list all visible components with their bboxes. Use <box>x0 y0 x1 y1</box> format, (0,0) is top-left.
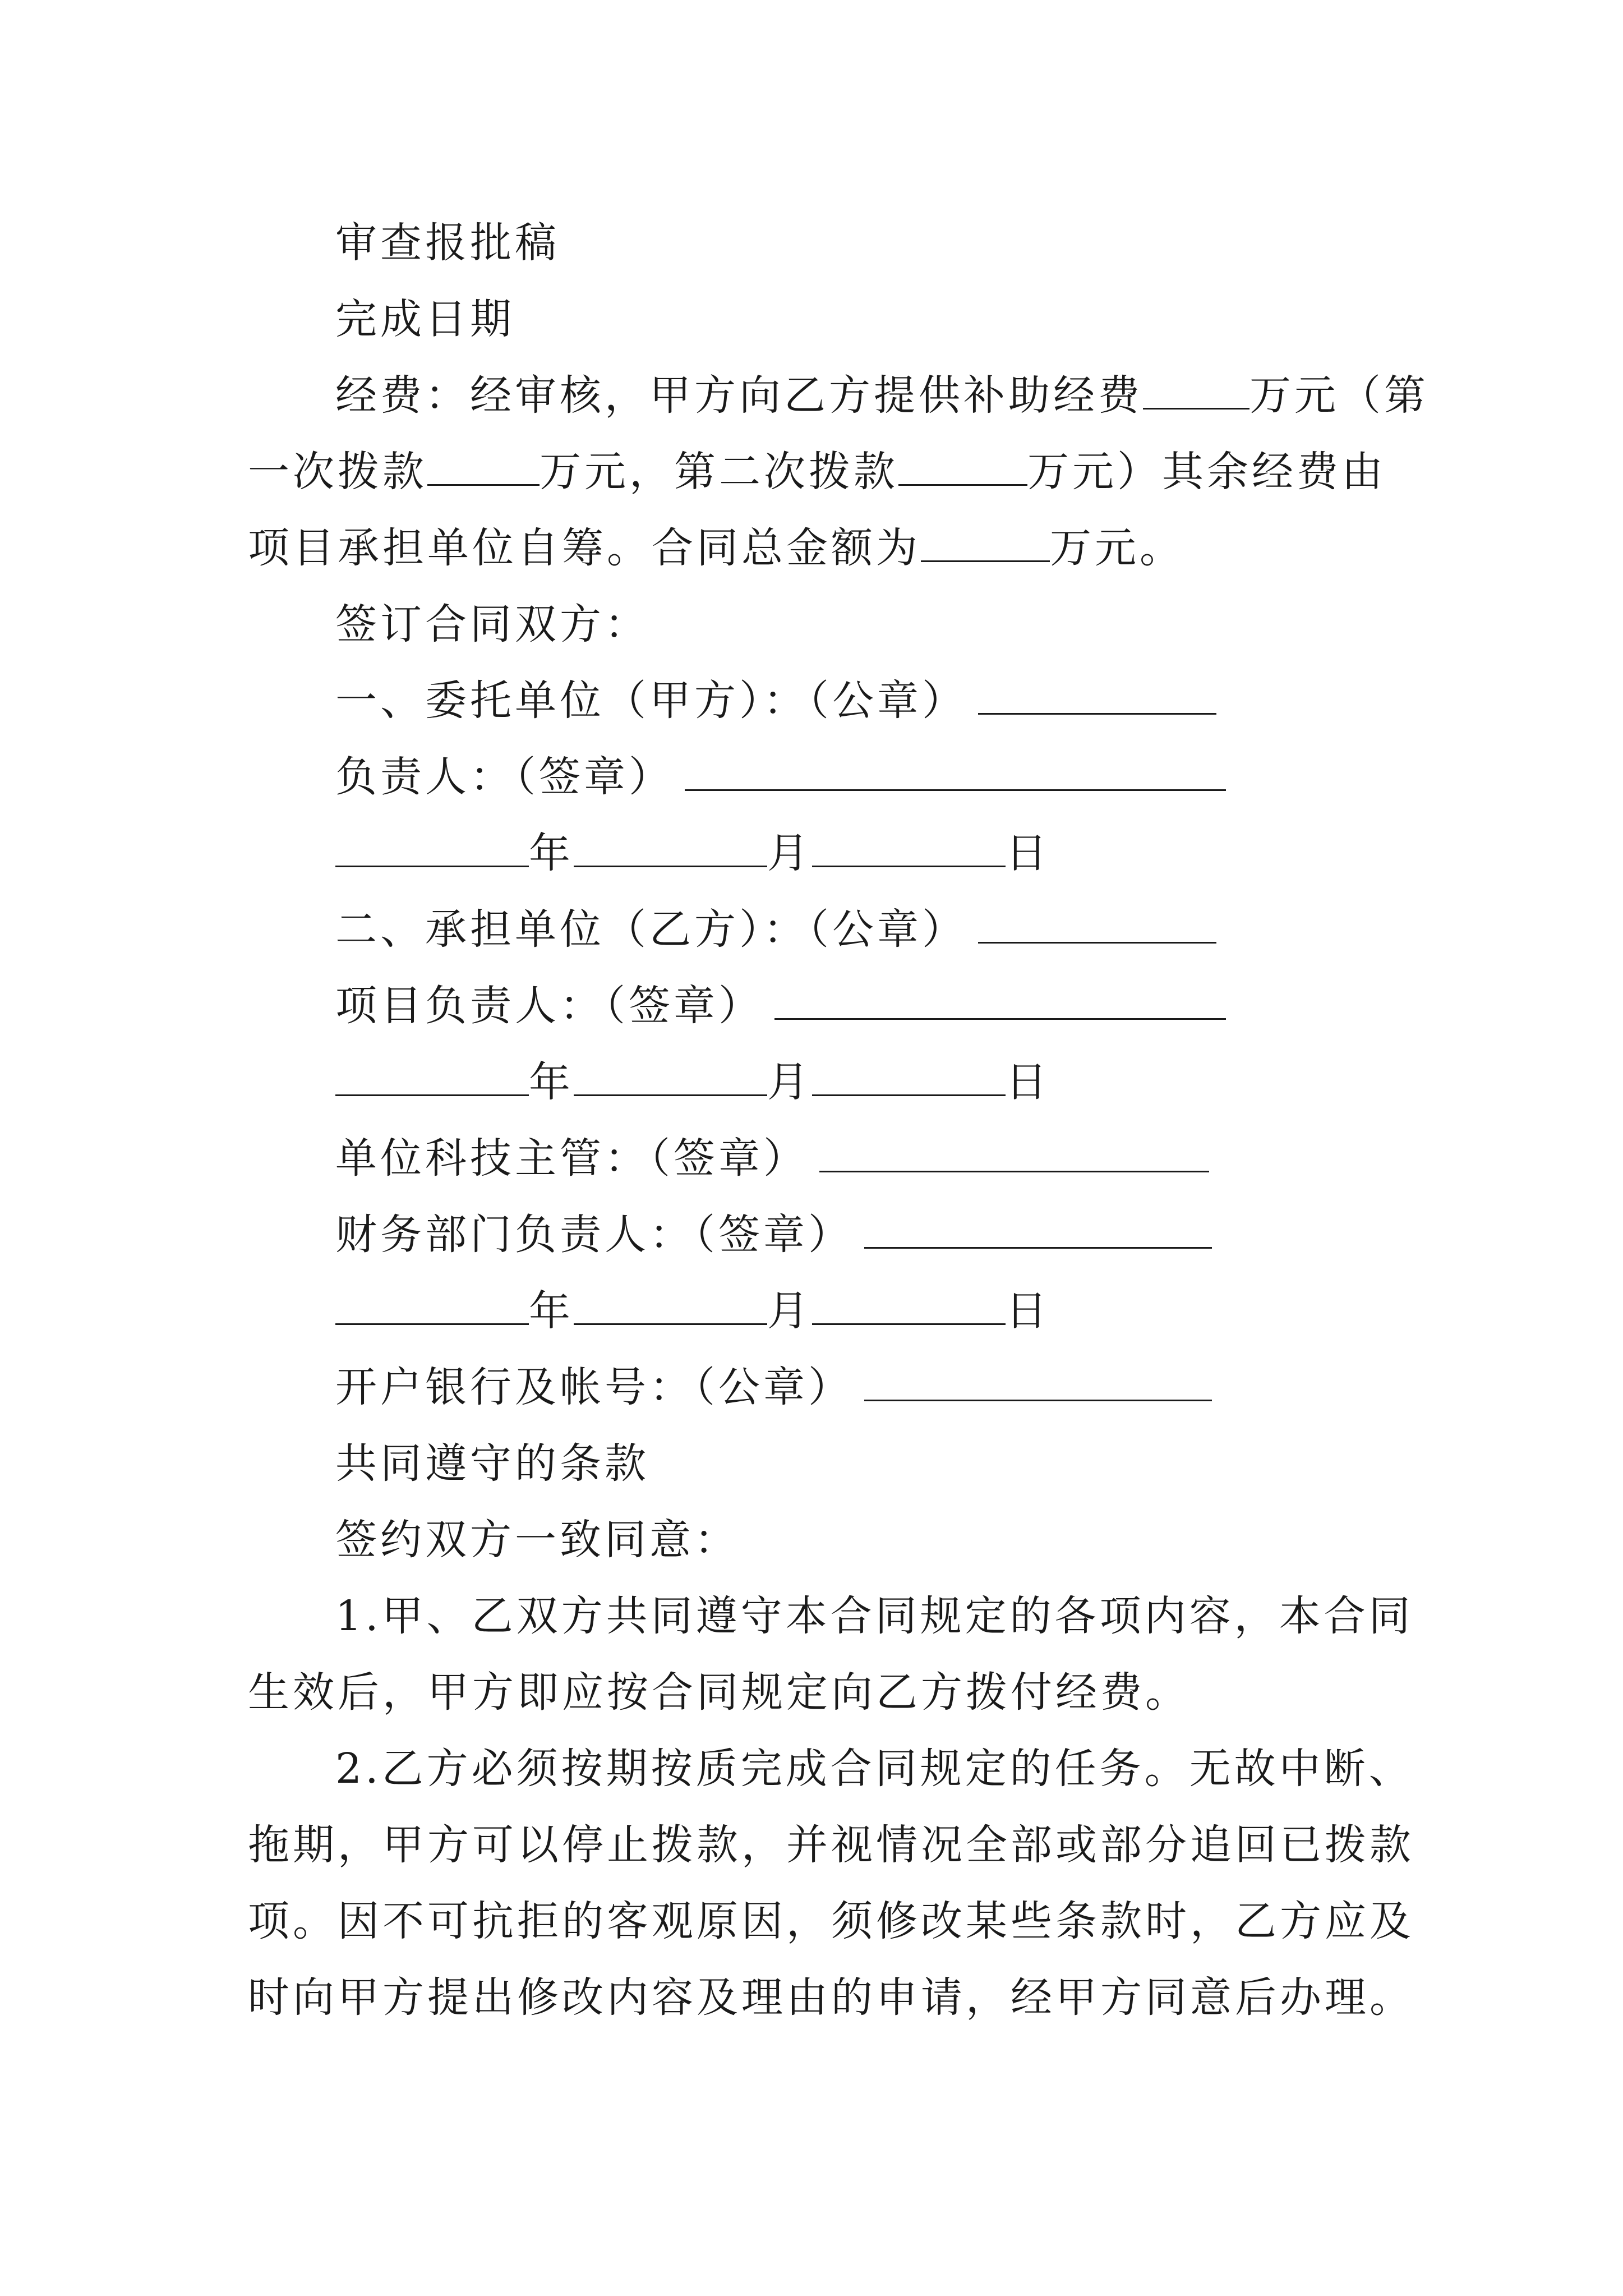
funding-text: 一次拨款 <box>248 448 427 496</box>
clause-1-line-2: 生效后，甲方即应按合同规定向乙方拨付经费。 <box>248 1668 1190 1717</box>
party-b-seal-blank[interactable] <box>978 908 1216 944</box>
project-principal-signature-blank[interactable] <box>774 984 1226 1020</box>
heading-review-draft: 审查报批稿 <box>335 219 560 267</box>
finance-head-signature-blank[interactable] <box>864 1213 1212 1249</box>
year-blank[interactable] <box>335 1061 529 1096</box>
day-blank[interactable] <box>812 1290 1006 1325</box>
tech-supervisor-signature-blank[interactable] <box>819 1137 1209 1172</box>
project-principal-line <box>335 979 1226 1033</box>
party-a-label: 一、委托单位（甲方）：（公章） <box>335 677 967 725</box>
party-b-line <box>335 903 1216 956</box>
funding-line-1 <box>335 369 1429 422</box>
funding-line-3 <box>248 521 1184 575</box>
year-label: 年 <box>529 829 574 877</box>
terms-heading: 共同遵守的条款 <box>335 1439 649 1488</box>
day-blank[interactable] <box>812 1061 1006 1096</box>
clause-2-line-4: 时向甲方提出修改内容及理由的申请，经甲方同意后办理。 <box>248 1973 1414 2022</box>
month-label: 月 <box>767 1058 812 1106</box>
tech-supervisor-label: 单位科技主管：（签章） <box>335 1134 808 1182</box>
clause-2-line-2: 拖期，甲方可以停止拨款，并视情况全部或部分追回已拨款 <box>248 1821 1414 1869</box>
funding-unit-text: 万元（第 <box>1249 371 1429 420</box>
principal-label: 负责人：（签章） <box>335 753 674 801</box>
month-blank[interactable] <box>574 1290 767 1325</box>
party-a-principal-line <box>335 750 1226 804</box>
bank-account-label: 开户银行及帐号：（公章） <box>335 1363 853 1411</box>
month-label: 月 <box>767 829 812 877</box>
year-blank[interactable] <box>335 1290 529 1325</box>
agreement-intro: 签约双方一致同意： <box>335 1516 739 1564</box>
month-blank[interactable] <box>574 1061 767 1096</box>
funding-line-2 <box>248 445 1386 499</box>
month-blank[interactable] <box>574 832 767 867</box>
total-amount-blank[interactable] <box>921 527 1050 562</box>
first-payment-blank[interactable] <box>427 450 540 486</box>
party-a-seal-blank[interactable] <box>978 679 1216 715</box>
signing-parties-heading: 签订合同双方： <box>335 600 649 648</box>
funding-text: 项目承担单位自筹。合同总金额为 <box>248 524 921 572</box>
tech-supervisor-line <box>335 1131 1209 1185</box>
funding-text: 万元，第二次拨款 <box>540 448 898 496</box>
principal-signature-blank[interactable] <box>685 756 1226 791</box>
day-blank[interactable] <box>812 832 1006 867</box>
subsidy-amount-blank[interactable] <box>1143 374 1249 409</box>
year-label: 年 <box>529 1058 574 1106</box>
date-line-2 <box>335 1055 1050 1109</box>
bank-account-blank[interactable] <box>864 1366 1212 1401</box>
party-b-label: 二、承担单位（乙方）：（公章） <box>335 905 967 954</box>
year-blank[interactable] <box>335 832 529 867</box>
day-label: 日 <box>1006 1058 1050 1106</box>
funding-text: 万元。 <box>1050 524 1184 572</box>
clause-1-line-1: 1.甲、乙双方共同遵守本合同规定的各项内容，本合同 <box>335 1592 1414 1640</box>
heading-completion-date: 完成日期 <box>335 295 515 343</box>
clause-2-line-3: 项。因不可抗拒的客观原因，须修改某些条款时，乙方应及 <box>248 1897 1414 1945</box>
year-label: 年 <box>529 1287 574 1335</box>
funding-text: 万元）其余经费由 <box>1027 448 1386 496</box>
day-label: 日 <box>1006 1287 1050 1335</box>
project-principal-label: 项目负责人：（签章） <box>335 982 763 1030</box>
funding-text: 经费：经审核，甲方向乙方提供补助经费 <box>335 371 1143 420</box>
day-label: 日 <box>1006 829 1050 877</box>
party-a-line <box>335 674 1216 728</box>
date-line-1 <box>335 826 1050 880</box>
clause-2-line-1: 2.乙方必须按期按质完成合同规定的任务。无故中断、 <box>335 1745 1414 1793</box>
date-line-3 <box>335 1284 1050 1338</box>
second-payment-blank[interactable] <box>898 450 1027 486</box>
finance-head-label: 财务部门负责人：（签章） <box>335 1211 853 1259</box>
finance-head-line <box>335 1208 1212 1262</box>
bank-account-line <box>335 1360 1212 1414</box>
month-label: 月 <box>767 1287 812 1335</box>
